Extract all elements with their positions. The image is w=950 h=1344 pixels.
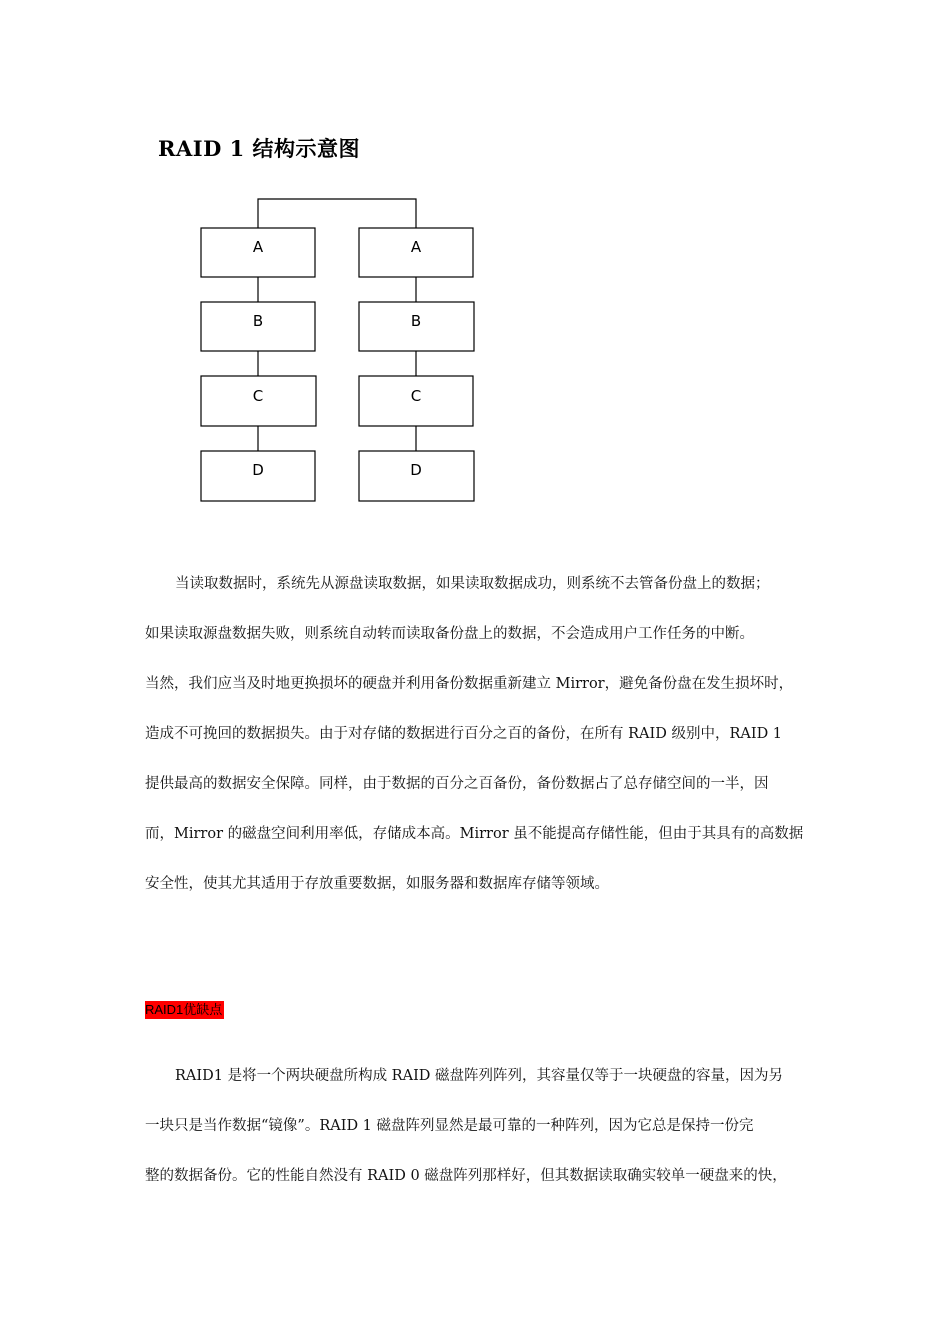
- paragraph-raid1-description: [145, 1051, 825, 1201]
- right-label-a: A: [410, 238, 422, 256]
- diagram-title: RAID 1 结构示意图: [158, 136, 361, 161]
- paragraph-line: 造成不可挽回的数据损失。由于对存储的数据进行百分之百的备份，在所有 RAID 级别中，RAID 1: [145, 726, 783, 742]
- paragraph-line: 安全性，使其尤其适用于存放重要数据，如服务器和数据库存储等领域。: [145, 876, 609, 892]
- paragraph-line: RAID1 是将一个两块硬盘所构成 RAID 磁盘阵列阵列，其容量仅等于一块硬盘的容量，因为另: [175, 1068, 784, 1084]
- left-label-c: C: [252, 387, 264, 405]
- right-label-b: B: [410, 312, 422, 330]
- paragraph-line: 而，Mirror 的磁盘空间利用率低，存储成本高。Mirror 虽不能提高存储性能，但由于其具有的高数据: [145, 826, 804, 842]
- paragraph-line: 整的数据备份。它的性能自然没有 RAID 0 磁盘阵列那样好，但其数据读取确实较单一硬盘来的快，: [145, 1168, 787, 1184]
- paragraph-read-behavior: [145, 559, 825, 909]
- paragraph-line: 当读取数据时，系统先从源盘读取数据，如果读取数据成功，则系统不去管备份盘上的数据；: [175, 576, 770, 592]
- paragraph-line: 提供最高的数据安全保障。同样，由于数据的百分之百备份，备份数据占了总存储空间的一半，因: [145, 776, 769, 792]
- paragraph-line: 如果读取源盘数据失败，则系统自动转而读取备份盘上的数据，不会造成用户工作任务的中断。: [145, 626, 754, 642]
- section-heading-cjk: 优缺点: [183, 1003, 223, 1018]
- right-label-d: D: [410, 461, 422, 479]
- top-connector-line: [258, 199, 416, 228]
- left-label-b: B: [252, 312, 264, 330]
- left-label-a: A: [252, 238, 264, 256]
- section-heading-pros-cons: [145, 1001, 224, 1019]
- section-heading-latin: RAID1: [145, 1002, 184, 1017]
- paragraph-line: 一块只是当作数据“镜像”。RAID 1 磁盘阵列显然是最可靠的一种阵列，因为它总是保持一份完: [145, 1118, 754, 1134]
- raid1-structure-diagram: [0, 0, 950, 520]
- right-label-c: C: [410, 387, 422, 405]
- paragraph-line: 当然，我们应当及时地更换损坏的硬盘并利用备份数据重新建立 Mirror，避免备份盘在发生损坏时，: [145, 676, 794, 692]
- left-label-d: D: [252, 461, 264, 479]
